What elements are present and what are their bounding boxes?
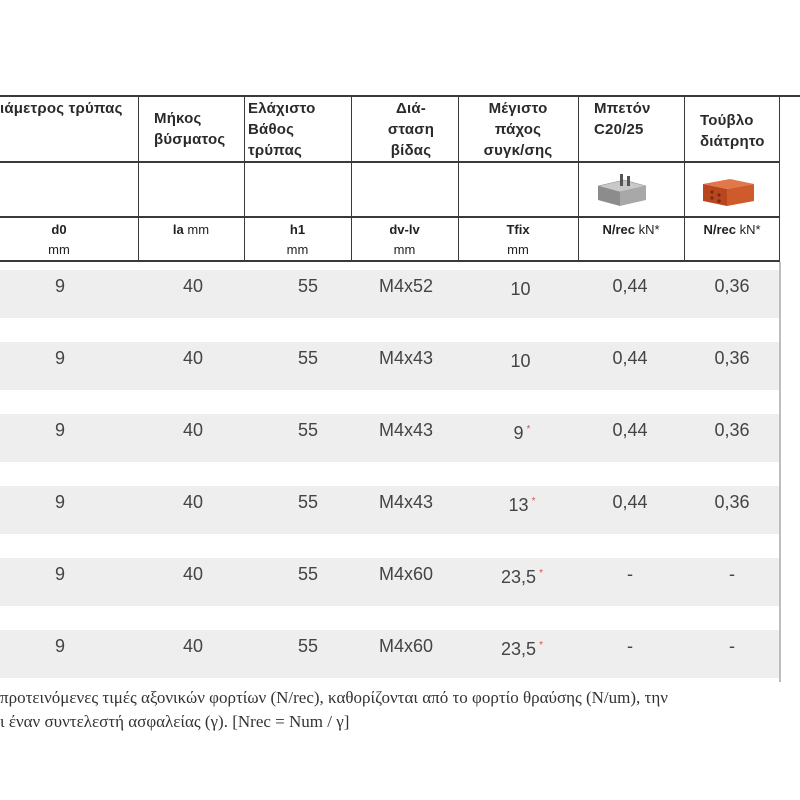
cell-la: 40: [182, 348, 204, 368]
cell-la: 40: [182, 564, 204, 584]
cell-tfix: 23,5 *: [501, 639, 543, 659]
table-row: [0, 419, 780, 443]
unit-la: la mm: [172, 222, 210, 237]
cell-d0: 9: [54, 420, 65, 440]
cell-h1: 55: [297, 492, 319, 512]
table-row: [0, 491, 780, 515]
cell-tfix: 13 *: [508, 495, 536, 515]
cell-d0: 9: [54, 348, 65, 368]
units-bottom-rule: [0, 260, 780, 262]
cell-h1: 55: [297, 276, 319, 296]
header-screw-dimension: Διά- σταση βίδας: [387, 100, 435, 159]
cell-brick: -: [729, 564, 735, 584]
cell-concrete: 0,44: [612, 420, 648, 440]
unit-brick: N/rec kN*: [703, 222, 761, 237]
cell-brick: 0,36: [714, 276, 750, 296]
header-min-hole-depth: Ελάχιστο Βάθος τρύπας: [248, 100, 316, 159]
concrete-block-icon: [594, 174, 648, 208]
footnote-line-2: ι έναν συντελεστή ασφαλείας (γ). [Nrec = Num / γ]: [0, 712, 350, 731]
cell-tfix: 10: [510, 279, 531, 299]
cell-brick: 0,36: [714, 348, 750, 368]
cell-dv: M4x43: [378, 420, 434, 440]
cell-brick: 0,36: [714, 420, 750, 440]
table-top-rule: [0, 95, 800, 97]
unit-tfix: Tfix mm: [506, 222, 530, 257]
cell-brick: -: [729, 636, 735, 656]
cell-h1: 55: [297, 420, 319, 440]
cell-concrete: 0,44: [612, 276, 648, 296]
header-bottom-rule: [0, 161, 780, 163]
cell-dv: M4x43: [378, 348, 434, 368]
cell-d0: 9: [54, 492, 65, 512]
header-hole-diameter: ιάμετρος τρύπας: [0, 100, 123, 117]
table-row: [0, 347, 780, 371]
footnote-line-1: προτεινόμενες τιμές αξονικών φορτίων (N/rec), καθορίζονται από το φορτίο θραύσης (N/um), την: [0, 688, 668, 707]
cell-h1: 55: [297, 636, 319, 656]
header-max-fixture-thickness: Μέγιστο πάχος συγκ/σης: [483, 100, 553, 159]
cell-tfix: 23,5 *: [501, 567, 543, 587]
cell-la: 40: [182, 276, 204, 296]
cell-h1: 55: [297, 564, 319, 584]
unit-h1: h1 mm: [286, 222, 309, 257]
cell-dv: M4x52: [378, 276, 434, 296]
cell-dv: M4x60: [378, 564, 434, 584]
cell-concrete: 0,44: [612, 492, 648, 512]
unit-dv: dv-lv mm: [389, 222, 420, 257]
icon-row-bottom-rule: [0, 216, 780, 218]
cell-d0: 9: [54, 564, 65, 584]
cell-d0: 9: [54, 276, 65, 296]
header-plug-length: Μήκος βύσματος: [154, 110, 226, 148]
cell-la: 40: [182, 420, 204, 440]
cell-tfix: 10: [510, 351, 531, 371]
unit-d0: d0 mm: [48, 222, 70, 257]
cell-la: 40: [182, 492, 204, 512]
perforated-brick-icon: [700, 176, 756, 208]
cell-concrete: -: [627, 564, 633, 584]
cell-tfix: 9 *: [513, 423, 531, 443]
right-edge-rule: [779, 262, 781, 682]
cell-concrete: -: [627, 636, 633, 656]
header-concrete: Μπετόν C20/25: [594, 100, 651, 138]
table-row: [0, 635, 780, 659]
cell-dv: M4x43: [378, 492, 434, 512]
table-row: [0, 563, 780, 587]
cell-dv: M4x60: [378, 636, 434, 656]
cell-d0: 9: [54, 636, 65, 656]
cell-la: 40: [182, 636, 204, 656]
cell-brick: 0,36: [714, 492, 750, 512]
table-row: [0, 275, 780, 299]
cell-concrete: 0,44: [612, 348, 648, 368]
header-brick: Τούβλο διάτρητο: [700, 112, 765, 150]
cell-h1: 55: [297, 348, 319, 368]
unit-concrete: N/rec kN*: [602, 222, 660, 237]
